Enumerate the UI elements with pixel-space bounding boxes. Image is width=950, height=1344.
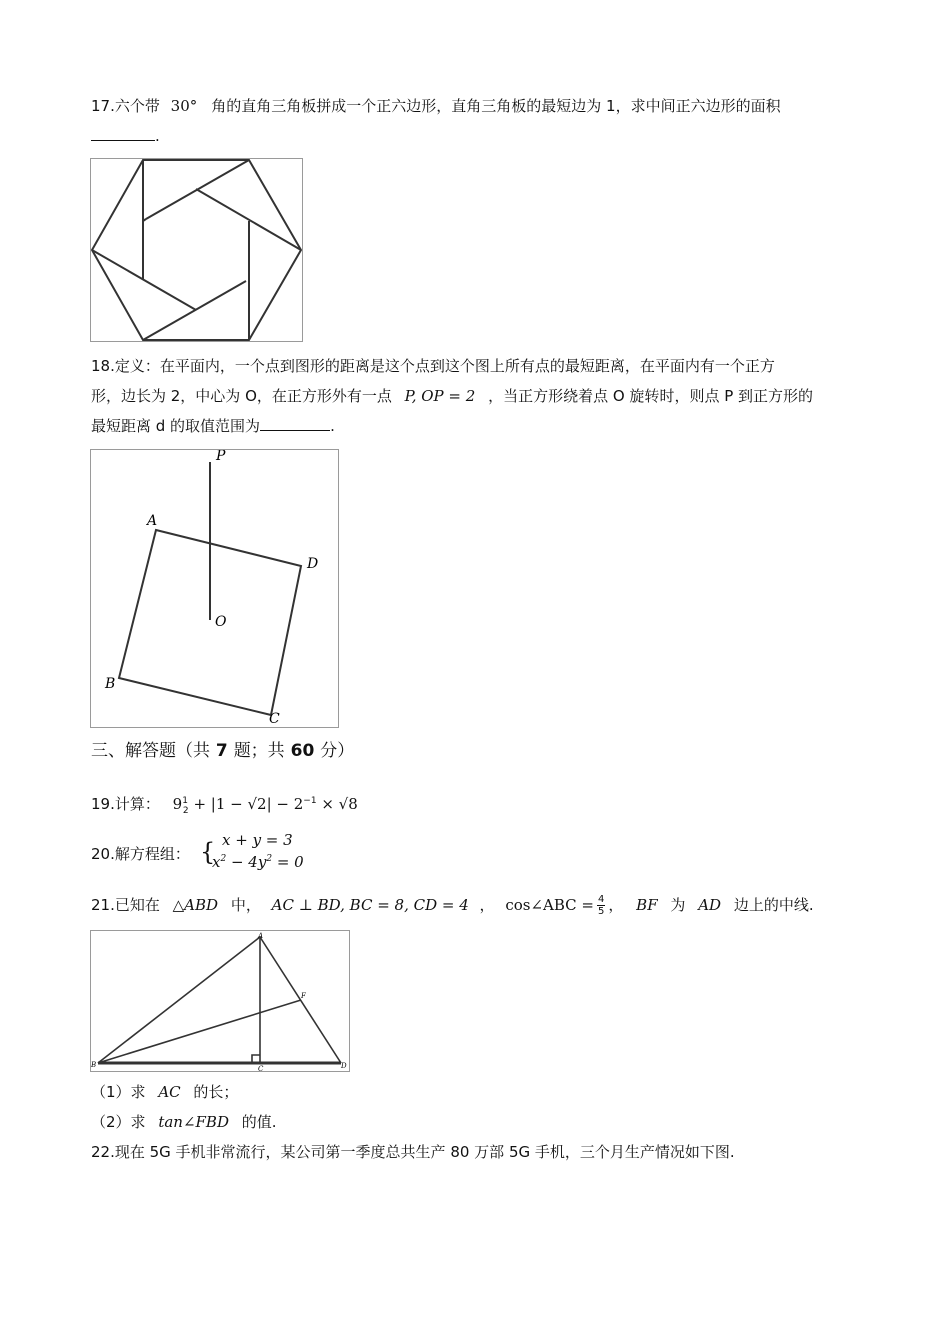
q21-tail: 边上的中线. bbox=[733, 896, 814, 914]
q18-answer-blank bbox=[260, 416, 330, 431]
section3-count: 7 bbox=[215, 741, 228, 761]
q17-line1 bbox=[91, 96, 781, 116]
q21-sub1-b: 的长； bbox=[193, 1083, 239, 1101]
q19-exp2: −1 bbox=[303, 796, 317, 806]
q21-label-c: C bbox=[258, 1065, 264, 1071]
q21-cos-fraction bbox=[597, 894, 605, 917]
q19-line bbox=[91, 794, 358, 817]
q21-sub2-math: tan∠FBD bbox=[158, 1113, 229, 1131]
q21-label-b: B bbox=[91, 1061, 97, 1069]
q21-sep2: ， bbox=[608, 896, 624, 914]
q20-eq2-sup2: 2 bbox=[266, 854, 273, 864]
q18-line2 bbox=[91, 386, 813, 406]
q21-mid2: 为 bbox=[670, 896, 686, 914]
q18-line3 bbox=[91, 416, 335, 436]
q20-label-line bbox=[91, 844, 190, 864]
q19-rest-b: × √8 bbox=[321, 795, 358, 813]
q18-label-p: P bbox=[216, 450, 226, 464]
q17-end: . bbox=[155, 127, 160, 145]
q20-brace: { bbox=[200, 838, 216, 866]
section3-mid: 题；共 bbox=[233, 741, 285, 761]
q22-text: 22.现在 5G 手机非常流行，某公司第一季度总共生产 80 万部 5G 手机，三个月生产情况如下图. bbox=[91, 1143, 735, 1161]
q18-line3-a: 最短距离 d 的取值范围为 bbox=[91, 417, 261, 435]
q17-answer-line bbox=[91, 126, 160, 146]
q20-eq2-c: = 0 bbox=[272, 853, 304, 871]
section3-prefix: 三、解答题（共 bbox=[91, 741, 210, 761]
q22-line bbox=[91, 1142, 735, 1162]
q21-ad: AD bbox=[698, 896, 722, 914]
q21-line bbox=[91, 894, 814, 917]
q18-line3-end: . bbox=[330, 417, 335, 435]
q20-eq2 bbox=[212, 852, 304, 875]
hexagon-diagram bbox=[91, 159, 302, 341]
q19-rest-a: + |1 − √2| − 2 bbox=[193, 795, 304, 813]
q21-cos: cos∠ABC = bbox=[505, 896, 594, 914]
q18-line1 bbox=[91, 356, 775, 376]
q21-bf: BF bbox=[636, 896, 658, 914]
q21-sub1-math: AC bbox=[158, 1083, 181, 1101]
q19-base: 9 bbox=[172, 795, 183, 813]
q21-cos-num: 4 bbox=[598, 894, 605, 905]
section3-heading bbox=[91, 741, 354, 761]
q21-sub1-a: （1）求 bbox=[91, 1083, 146, 1101]
square-diagram bbox=[91, 450, 338, 727]
q21-conditions: AC ⊥ BD, BC = 8, CD = 4 bbox=[271, 896, 469, 914]
q19-exp-den: 2 bbox=[182, 806, 189, 816]
q21-label-d: D bbox=[341, 1062, 347, 1070]
q21-label-a: A bbox=[258, 932, 264, 940]
q18-line2-b: ，当正方形绕着点 O 旋转时，则点 P 到正方形的 bbox=[488, 387, 814, 405]
q18-label-d: D bbox=[307, 556, 319, 572]
q19-label: 19.计算： bbox=[91, 795, 160, 813]
q18-label-o: O bbox=[215, 614, 227, 630]
square-figure bbox=[90, 449, 339, 728]
q20-eq2-b: − 4y bbox=[226, 853, 267, 871]
q21-label: 21.已知在 bbox=[91, 896, 160, 914]
section3-score: 60 bbox=[290, 741, 315, 761]
q20-label: 20.解方程组： bbox=[91, 845, 190, 863]
section3-suffix: 分） bbox=[320, 741, 355, 761]
q17-number: 17. bbox=[91, 97, 115, 115]
q20-eq2-sup1: 2 bbox=[220, 854, 227, 864]
q17-text-a: 六个带 bbox=[114, 97, 160, 115]
triangle-diagram bbox=[91, 931, 349, 1071]
q18-line1-text: 18.定义：在平面内，一个点到图形的距离是这个点到这个图上所有点的最短距离，在平面内有一个正方 bbox=[91, 357, 775, 375]
q18-line2-a: 形，边长为 2，中心为 O，在正方形外有一点 bbox=[91, 387, 392, 405]
q20-eq2-a: x bbox=[212, 853, 221, 871]
q21-triangle: △ABD bbox=[172, 896, 219, 914]
q21-sep: ， bbox=[479, 896, 495, 914]
q17-text-b: 角的直角三角板拼成一个正六边形，直角三角板的最短边为 1，求中间正六边形的面积 bbox=[211, 97, 781, 115]
q21-label-f: F bbox=[301, 992, 306, 1000]
q18-label-c: C bbox=[269, 711, 280, 727]
q21-sub2 bbox=[91, 1112, 277, 1132]
q20-eq1: x + y = 3 bbox=[222, 831, 293, 849]
hexagon-figure bbox=[90, 158, 303, 342]
q21-sub1 bbox=[91, 1082, 238, 1102]
q17-angle: 30° bbox=[170, 97, 198, 115]
q18-label-b: B bbox=[105, 676, 116, 692]
q21-mid1: 中， bbox=[230, 896, 261, 914]
q21-sub2-b: 的值. bbox=[241, 1113, 277, 1131]
q18-line2-math: P, OP = 2 bbox=[404, 387, 476, 405]
triangle-figure bbox=[90, 930, 350, 1072]
q21-cos-den: 5 bbox=[598, 906, 605, 917]
q18-label-a: A bbox=[147, 513, 158, 529]
q19-exp-num: 1 bbox=[182, 796, 188, 806]
q21-sub2-a: （2）求 bbox=[91, 1113, 146, 1131]
q17-answer-blank bbox=[91, 126, 155, 141]
